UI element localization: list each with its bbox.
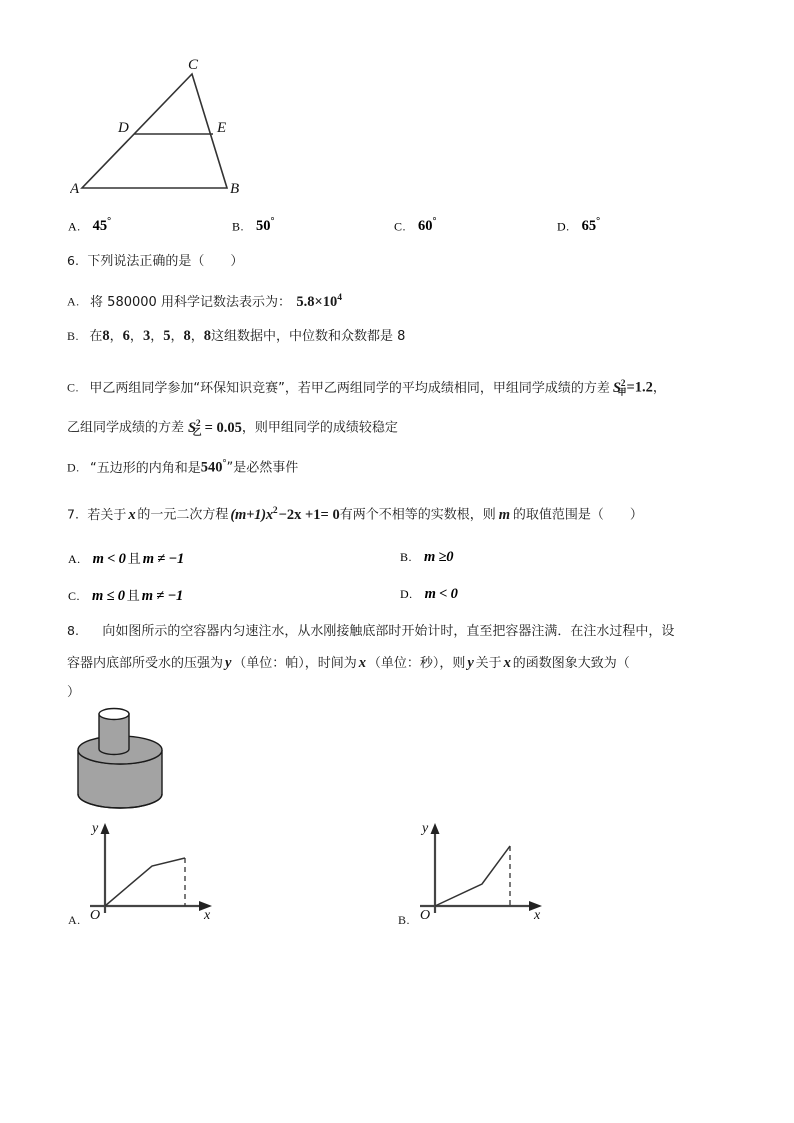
q6-variance-yi-sub: 乙 (192, 427, 202, 438)
svg-text:x: x (204, 908, 211, 923)
q6-option-b[interactable]: B. 在8，6，3，5，8，8这组数据中，中位数和众数都是 8 (67, 328, 406, 344)
q6-option-c-line2-text: 乙组同学成绩的方差 (67, 420, 185, 436)
svg-text:x: x (534, 908, 541, 923)
q6-option-c-line1[interactable] (67, 374, 666, 402)
q6-option-d-text-after: ”是必然事件 (226, 460, 299, 476)
q7-option-d-label: D. (400, 587, 413, 601)
q6-number: 6. (67, 253, 79, 268)
q7-option-a-label: A. (68, 552, 81, 566)
q7-equation-part1: (m+1)x (230, 506, 273, 523)
svg-text:E: E (217, 120, 227, 136)
q7-option-b-label: B. (400, 550, 413, 564)
q7-text-3: 有两个不相等的实数根，则 (339, 507, 496, 523)
q7-option-a-conj: 且 (127, 552, 141, 567)
q6-variance-yi-sup: 2 (195, 419, 201, 429)
svg-text:y: y (422, 821, 429, 836)
q6-option-d[interactable] (67, 454, 298, 479)
svg-text:C: C (188, 57, 199, 73)
q6-variance-jia-value: =1.2 (626, 379, 653, 396)
q8-stem-line3 (67, 682, 80, 703)
q8-option-b[interactable] (398, 910, 410, 930)
q8-var-y2: y (467, 655, 474, 671)
q5-option-a[interactable] (68, 216, 111, 235)
q6-variance-jia-sup: 2 (620, 379, 626, 389)
q6-option-c-label: C. (67, 380, 80, 395)
q6-option-c-line2-tail: ，则甲组同学的成绩较稳定 (241, 420, 398, 436)
svg-text:O: O (420, 908, 431, 923)
q7-option-c[interactable] (68, 585, 183, 605)
q7-var-x: x (128, 506, 136, 523)
q8-line2-d: 关于 (475, 656, 502, 671)
q6-variance-yi-symbol: S (188, 419, 196, 436)
q8-line2-a: 容器内底部所受水的压强为 (67, 656, 224, 671)
q5-option-b[interactable] (232, 216, 275, 235)
container-figure (66, 702, 186, 814)
q6-option-b-text-before: 在 (89, 329, 103, 344)
q5-option-b-value: 50 (256, 218, 271, 235)
svg-text:D: D (118, 120, 129, 136)
q7-option-c-conj: 且 (126, 589, 140, 604)
q8-var-y: y (225, 655, 232, 671)
q7-option-d-text: m < 0 (424, 586, 458, 602)
svg-text:A: A (70, 181, 80, 197)
q8-option-a[interactable] (68, 910, 81, 930)
q5-option-c[interactable] (394, 216, 437, 235)
q5-option-b-label: B. (232, 219, 245, 234)
q8-number: 8. (67, 623, 79, 638)
q7-option-b-text: m ≥0 (424, 549, 454, 565)
q8-line3: ） (67, 685, 81, 700)
q6-data-1: 8 (102, 328, 110, 344)
q6-option-a-mantissa: 5.8×10 (296, 293, 338, 310)
svg-text:y: y (92, 821, 99, 836)
q5-option-d-unit: ° (596, 216, 601, 227)
q6-data-4: 5 (163, 328, 171, 344)
svg-text:O: O (90, 908, 101, 923)
q5-option-d-value: 65 (581, 218, 597, 235)
q5-option-c-unit: ° (432, 216, 437, 227)
q7-option-d[interactable] (400, 585, 458, 603)
q6-option-d-text-before: “五边形的内角和是 (90, 460, 201, 476)
q8-stem-line2 (67, 653, 630, 674)
q5-option-d-label: D. (557, 219, 570, 234)
graph-option-b-figure[interactable] (410, 818, 550, 923)
q6-variance-yi-value: = 0.05 (204, 419, 242, 436)
q6-option-b-text-after: 这组数据中，中位数和众数都是 8 (210, 329, 406, 344)
q5-option-a-label: A. (68, 219, 81, 234)
q6-option-c-text: 甲乙两组同学参加“环保知识竞赛”，若甲乙两组同学的平均成绩相同，甲组同学成绩的方差 (89, 380, 610, 396)
q7-text-2: 的一元二次方程 (137, 507, 229, 523)
q6-variance-jia-sub: 甲 (617, 387, 627, 398)
q7-text-1: 若关于 (87, 507, 127, 523)
q6-data-6: 8 (203, 328, 211, 344)
q6-option-c-line1-tail: ， (652, 380, 666, 396)
q7-number: 7. (67, 506, 79, 522)
q6-option-d-label: D. (67, 460, 80, 475)
q8-option-a-label: A. (68, 913, 81, 927)
q7-option-c-text-2: m ≠ −1 (141, 588, 184, 604)
q6-option-a-text: 将 580000 用科学记数法表示为： (90, 294, 291, 310)
q6-variance-jia-symbol: S (612, 379, 621, 396)
q7-option-a-text-2: m ≠ −1 (142, 551, 185, 567)
q7-equation-part2: −2x +1= 0 (278, 506, 340, 523)
q5-option-d[interactable] (557, 216, 600, 235)
q7-equation-sup: 2 (272, 506, 278, 516)
q7-option-b[interactable] (400, 548, 453, 566)
q6-data-3: 3 (142, 328, 151, 344)
q6-stem (67, 251, 243, 272)
q8-line2-c: （单位：秒），则 (367, 656, 466, 671)
q6-option-b-label: B. (67, 329, 80, 343)
q7-option-a[interactable] (68, 548, 184, 568)
q7-var-m: m (498, 506, 510, 523)
q8-var-x: x (358, 655, 366, 671)
q7-option-c-text-1: m ≤ 0 (92, 588, 125, 604)
q6-data-2: 6 (122, 328, 130, 344)
q8-line2-b: （单位：帕），时间为 (233, 656, 357, 671)
q5-option-a-unit: ° (107, 216, 112, 227)
triangle-figure (70, 52, 260, 202)
q6-data-5: 8 (183, 328, 191, 344)
q7-option-a-text-1: m < 0 (92, 551, 126, 567)
q5-option-c-label: C. (394, 219, 407, 234)
graph-option-a-figure[interactable] (80, 818, 220, 923)
q6-option-d-value: 540 (200, 459, 223, 476)
q6-option-a-exponent: 4 (337, 293, 342, 303)
q7-option-c-label: C. (68, 589, 81, 603)
q6-option-a-label: A. (67, 294, 80, 309)
q5-option-b-unit: ° (270, 216, 275, 227)
q5-option-c-value: 60 (418, 218, 433, 235)
q8-line1: 向如图所示的空容器内匀速注水，从水刚接触底部时开始计时，直至把容器注满．在注水过程中，设 (102, 624, 675, 639)
q8-stem-line1 (67, 621, 674, 642)
q5-option-a-value: 45 (92, 218, 108, 235)
q7-stem (67, 501, 643, 526)
q8-line2-e: 的函数图象大致为（ (512, 656, 630, 671)
q8-option-b-label: B. (398, 913, 411, 927)
q8-var-x2: x (503, 655, 511, 671)
svg-text:B: B (230, 181, 240, 197)
q7-text-4: 的取值范围是（ ） (512, 507, 643, 523)
q6-option-a[interactable] (67, 288, 342, 313)
q6-option-c-line2[interactable] (67, 414, 398, 442)
q6-option-d-unit: ° (222, 458, 227, 469)
q6-stem-text: 下列说法正确的是（ ） (87, 254, 244, 269)
